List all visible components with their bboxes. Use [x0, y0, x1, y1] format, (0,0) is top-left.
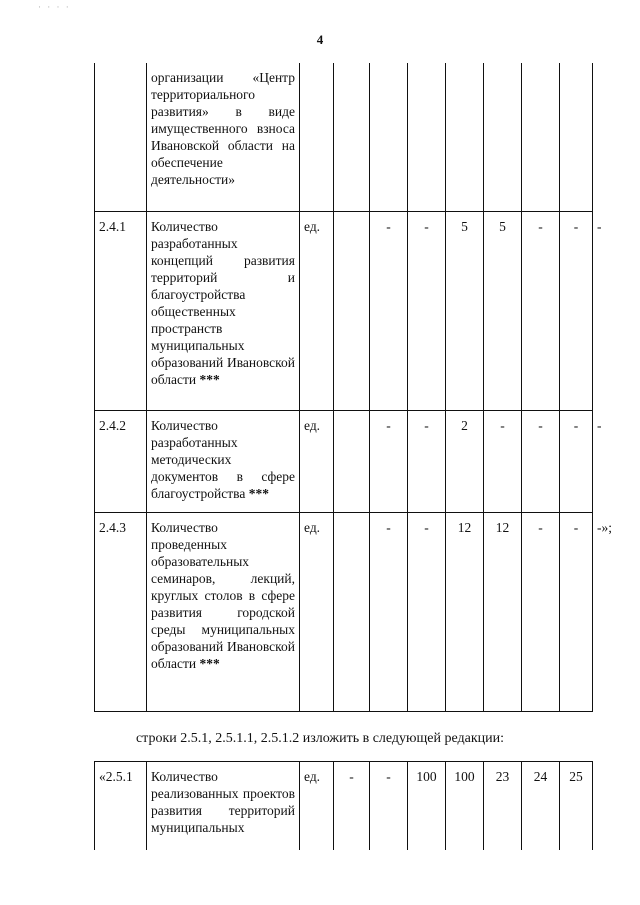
row-value: -	[560, 211, 593, 410]
row-value	[560, 63, 593, 211]
row-value: 25	[560, 762, 593, 850]
row-value: 12	[484, 512, 522, 711]
row-value	[370, 63, 408, 211]
row-name	[147, 211, 300, 410]
row-unit: ед.	[300, 211, 334, 410]
indicators-table-bottom	[94, 761, 593, 850]
row-value	[446, 63, 484, 211]
row-unit: ед.	[300, 410, 334, 512]
row-value: -	[522, 410, 560, 512]
row-value: -	[408, 211, 446, 410]
table-row: 2.4.2 Количество разработанных методических документов в сфере благоустройства *** ед. - - 2 - - - -	[95, 410, 593, 512]
row-name-text: Количество проведенных образовательных семинаров, лекций, круглых столов в сфере развития городской среды муниципальных образований Ивановской области	[151, 519, 295, 671]
row-code: «2.5.1	[95, 762, 147, 850]
row-value: 12	[446, 512, 484, 711]
row-value: -	[334, 762, 370, 850]
instruction-paragraph: строки 2.5.1, 2.5.1.1, 2.5.1.2 изложить в следующей редакции:	[135, 731, 505, 746]
row-value	[334, 63, 370, 211]
row-value: 5	[484, 211, 522, 410]
table-row: 2.4.1 Количество разработанных концепций развития территорий и благоустройства общественных пространств муниципальных образований Ивановской области *** ед. - - 5 5 - - -	[95, 211, 593, 410]
footnote-stars: ***	[199, 371, 220, 387]
row-value	[408, 63, 446, 211]
row-code	[95, 63, 147, 211]
row-value: -	[560, 512, 593, 711]
row-value: -	[522, 512, 560, 711]
table-row: 2.4.3 Количество проведенных образовательных семинаров, лекций, круглых столов в сфере развития городской среды муниципальных образований Ивановской области *** ед. - - 12 12 - - -»;	[95, 512, 593, 711]
row-value: 5	[446, 211, 484, 410]
row-value: -	[370, 211, 408, 410]
row-value: -	[522, 211, 560, 410]
row-value	[334, 211, 370, 410]
row-code: 2.4.3	[95, 512, 147, 711]
footnote-stars: ***	[199, 655, 220, 671]
row-value	[522, 63, 560, 211]
row-value: -	[370, 762, 408, 850]
footnote-stars: ***	[248, 485, 269, 501]
row-name	[147, 512, 300, 711]
table-row	[95, 762, 593, 850]
row-name: организации «Центр территориального развития» в виде имущественного взноса Ивановской области на обеспечение деятельности»	[147, 63, 300, 211]
row-code: 2.4.1	[95, 211, 147, 410]
row-value: 100	[408, 762, 446, 850]
row-value	[334, 512, 370, 711]
table-row	[95, 63, 593, 211]
row-value: -	[408, 512, 446, 711]
row-value: -	[370, 410, 408, 512]
row-value: 23	[484, 762, 522, 850]
row-value: 100	[446, 762, 484, 850]
indicators-table-top	[94, 63, 612, 712]
row-unit: ед.	[300, 512, 334, 711]
row-name-text: Количество разработанных методических документов в сфере благоустройства	[151, 417, 295, 501]
row-value: 24	[522, 762, 560, 850]
row-name	[147, 410, 300, 512]
row-unit: ед.	[300, 762, 334, 850]
row-value: 2	[446, 410, 484, 512]
row-name: Количество реализованных проектов развития территорий муниципальных	[147, 762, 300, 850]
row-value: -	[484, 410, 522, 512]
page-number: 4	[316, 32, 324, 47]
row-name-text: Количество разработанных концепций развития территорий и благоустройства общественных пространств муниципальных образований Ивановской области	[151, 218, 295, 387]
scan-marks: · · · ·	[38, 2, 71, 12]
row-value: -	[408, 410, 446, 512]
row-value	[484, 63, 522, 211]
row-code: 2.4.2	[95, 410, 147, 512]
row-value: -	[560, 410, 593, 512]
row-value	[334, 410, 370, 512]
row-value: -	[370, 512, 408, 711]
row-unit	[300, 63, 334, 211]
